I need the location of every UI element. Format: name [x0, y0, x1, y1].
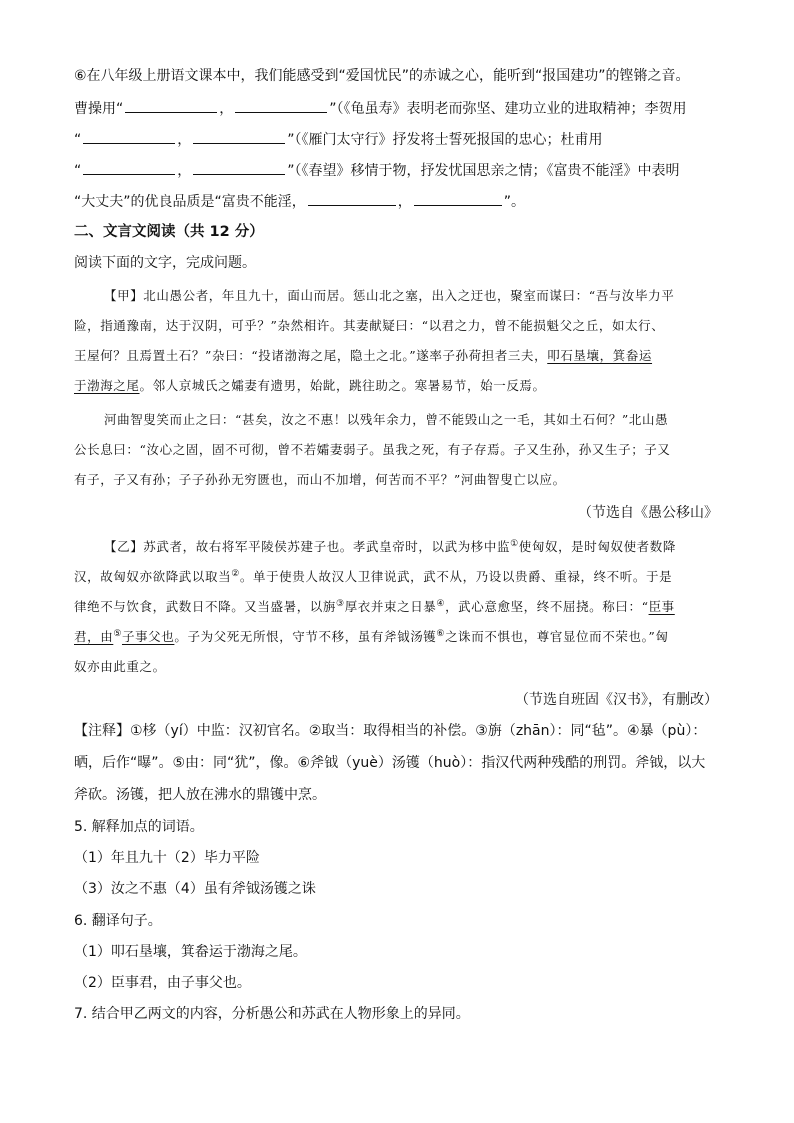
annotation-line: 晒，后作“曝”。⑤由：同“犹”，像。⑥斧钺（yuè）汤镬（huò）：指汉代两种残酷的刑罚。斧钺，以大 [74, 755, 706, 771]
question-6-title: 6. 翻译句子。 [74, 913, 162, 929]
passage-yi-line [74, 567, 734, 587]
footnote-marker: ② [231, 568, 240, 579]
passage-jia-line [74, 440, 734, 460]
footnote-marker: ⑤ [113, 628, 122, 639]
answer-blank[interactable] [308, 191, 396, 206]
passage-text: 律绝不与饮食，武数日不降。又当盛暑，以旃 [74, 599, 337, 614]
passage-text: 【乙】苏武者，故右将军平陵侯苏建子也。孝武皇帝时，以武为栘中监 [104, 539, 511, 554]
passage-yi-line [74, 657, 734, 677]
passage-yi-line [104, 537, 734, 557]
answer-blank[interactable] [193, 129, 285, 144]
question-6-item: （2）臣事君，由子事父也。 [74, 975, 251, 991]
fill-in-text: “ [74, 132, 82, 148]
passage-text: 之诛而不惧也，尊官显位而不荣也。”匈 [445, 629, 669, 644]
answer-blank[interactable] [83, 160, 175, 175]
source-citation: （节选自《愚公移山》 [578, 505, 718, 521]
fill-in-line-3 [74, 129, 734, 149]
passage-text: 河曲智叟笑而止之曰：“甚矣，汝之不惠！以残年余力，曾不能毁山之一毛，其如土石何？”北山愚 [104, 412, 669, 427]
fill-in-text: ”（《雁门太守行》抒发将士誓死报国的忠心；杜甫用 [287, 132, 603, 148]
fill-in-text: ”（《春望》移情于物，抒发忧国思亲之情；《富贵不能淫》中表明 [287, 163, 680, 179]
passage-text: 奴亦由此重之。 [74, 659, 166, 674]
fill-in-text: “大丈夫”的优良品质是“富贵不能淫， [74, 194, 306, 210]
fill-in-line-4 [74, 160, 734, 180]
passage-text: 有子，子又有孙；子子孙孙无穷匮也，而山不加增，何苦而不平？”河曲智叟亡以应。 [74, 472, 566, 487]
fill-in-line-2 [74, 98, 734, 118]
question-5-title: 5. 解释加点的词语。 [74, 819, 204, 835]
passage-jia-line [104, 410, 734, 430]
underlined-sentence: 叩石垦壤，箕畚运 [547, 348, 653, 363]
footnote-marker: ④ [436, 598, 446, 609]
footnote-marker: ③ [336, 598, 345, 609]
underlined-sentence: 臣事 [648, 599, 675, 614]
passage-jia-line [104, 286, 734, 306]
answer-blank[interactable] [193, 160, 285, 175]
passage-text: 公长息曰：“汝心之固，固不可彻，曾不若孀妻弱子。虽我之死，有子存焉。子又生孙，孙又生子；子又 [74, 442, 671, 457]
passage-text: 险，指通豫南，达于汉阴，可乎？”杂然相许。其妻献疑曰：“以君之力，曾不能损魁父之丘，如太行、 [74, 318, 665, 333]
passage-text: 。邻人京城氏之孀妻有遗男，始龀，跳往助之。寒暑易节，始一反焉。 [139, 378, 546, 393]
passage-jia-line [74, 470, 734, 490]
fill-in-text: 曹操用“ [74, 101, 124, 117]
fill-in-text: ”。 [503, 194, 526, 210]
passage-text: 王屋何？且焉置土石？”杂曰：“投诸渤海之尾，隐土之北。”遂率子孙荷担者三夫， [74, 348, 548, 363]
question-7-title: 7. 结合甲乙两文的内容，分析愚公和苏武在人物形象上的异同。 [74, 1006, 470, 1022]
fill-in-line-1 [74, 66, 734, 86]
passage-yi-line [74, 627, 734, 647]
answer-blank[interactable] [235, 98, 327, 113]
passage-jia-line [74, 376, 734, 396]
fill-in-text: ， [219, 101, 234, 117]
annotation-line: 【注释】①栘（yí）中监：汉初官名。②取当：取得相当的补偿。③旃（zhān）：同“毡”。④暴（pù）： [74, 723, 707, 739]
passage-jia-line [74, 346, 734, 366]
answer-blank[interactable] [414, 191, 502, 206]
fill-in-text: ， [177, 163, 192, 179]
passage-text: 汉，故匈奴亦欲降武以取当 [74, 569, 232, 584]
underlined-sentence: 君，由 [74, 629, 114, 644]
passage-jia-line [74, 316, 734, 336]
passage-text: ，武心意愈坚，终不屈挠。称曰：“ [445, 599, 649, 614]
instruction-text: 阅读下面的文字，完成问题。 [74, 255, 256, 271]
annotation-line: 斧砍。汤镬，把人放在沸水的鼎镬中烹。 [74, 787, 326, 803]
answer-blank[interactable] [125, 98, 217, 113]
footnote-marker: ① [510, 538, 519, 549]
question-5-item: （1）年且九十（2）毕力平险 [74, 850, 260, 866]
fill-in-text: “ [74, 163, 82, 179]
underlined-sentence: 于渤海之尾 [74, 378, 140, 393]
source-citation: （节选自班固《汉书》，有删改） [515, 692, 718, 708]
section-heading: 二、文言文阅读（共 12 分） [74, 224, 264, 240]
passage-yi-line [74, 597, 734, 617]
underlined-sentence: 子事父也 [121, 629, 175, 644]
passage-text: 厚衣并束之日暴 [344, 599, 437, 614]
fill-in-text: ， [397, 194, 412, 210]
fill-in-line-5 [74, 191, 734, 211]
question-5-item: （3）汝之不惠（4）虽有斧钺汤镬之诛 [74, 881, 316, 897]
passage-text: 。子为父死无所恨，守节不移，虽有斧钺汤镬 [174, 629, 437, 644]
passage-text: 【甲】北山愚公者，年且九十，面山而居。惩山北之塞，出入之迂也，聚室而谋曰：“吾与汝毕力平 [104, 288, 675, 303]
fill-in-text: ， [177, 132, 192, 148]
question-6-item: （1）叩石垦壤，箕畚运于渤海之尾。 [74, 944, 307, 960]
fill-in-text: ”（《龟虽寿》表明老而弥坚、建功立业的进取精神；李贺用 [329, 101, 687, 117]
fill-in-text: ⑥在八年级上册语文课本中，我们能感受到“爱国忧民”的赤诚之心，能听到“报国建功”的铿锵之音。 [74, 68, 690, 84]
answer-blank[interactable] [83, 129, 175, 144]
footnote-marker: ⑥ [436, 628, 446, 639]
passage-text: 。单于使贵人故汉人卫律说武，武不从，乃设以贵爵、重禄，终不听。于是 [239, 569, 673, 584]
passage-text: 使匈奴，是时匈奴使者数降 [518, 539, 676, 554]
